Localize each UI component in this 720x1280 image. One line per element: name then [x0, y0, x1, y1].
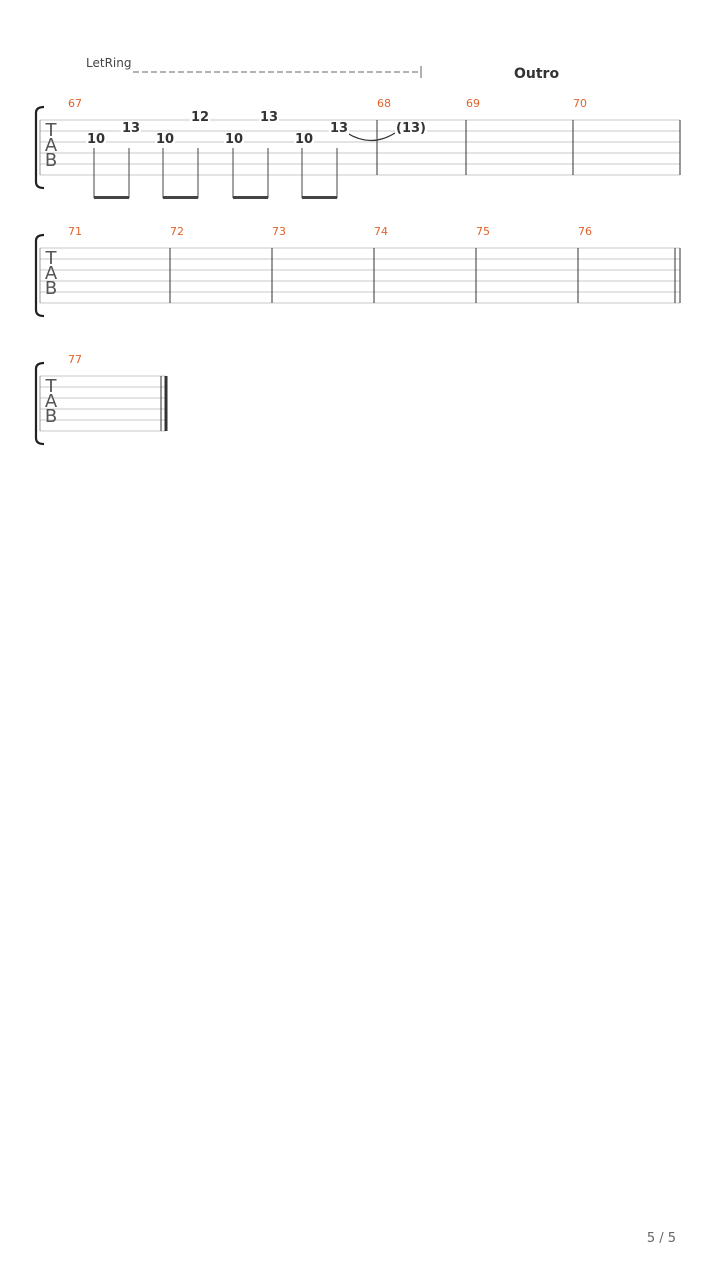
tab-clef	[41, 120, 61, 171]
page-indicator: 5 / 5	[646, 1231, 676, 1246]
measure-number: 76	[578, 225, 592, 238]
tab-clef-a: A	[44, 135, 58, 156]
note-beam	[163, 196, 198, 199]
fret-number: 13	[122, 121, 141, 136]
fret-number: 13	[260, 110, 279, 125]
tab-clef-t: T	[45, 248, 57, 269]
tab-clef-b: B	[44, 406, 58, 427]
tied-fret-number: (13)	[396, 121, 426, 136]
measure-number: 73	[272, 225, 286, 238]
measure-number: 77	[68, 353, 82, 366]
measure-number: 74	[374, 225, 388, 238]
measure-number: 68	[377, 97, 391, 110]
note-beam	[94, 196, 129, 199]
fret-number: 10	[87, 132, 106, 147]
measure-number: 72	[170, 225, 184, 238]
tab-clef-b: B	[44, 278, 58, 299]
tab-clef-a: A	[44, 391, 58, 412]
measure-number: 71	[68, 225, 82, 238]
measure-number: 70	[573, 97, 587, 110]
tab-clef	[41, 248, 61, 299]
note-beam	[233, 196, 268, 199]
fret-number: 12	[191, 110, 210, 125]
tie-arc	[347, 133, 395, 141]
fret-number: 10	[156, 132, 175, 147]
measure-number: 69	[466, 97, 480, 110]
tab-clef-t: T	[45, 120, 57, 141]
tab-clef-t: T	[45, 376, 57, 397]
let-ring-label: LetRing	[86, 56, 132, 70]
fret-number: 13	[330, 121, 349, 136]
tab-clef-b: B	[44, 150, 58, 171]
note-beam	[302, 196, 337, 199]
tab-clef-a: A	[44, 263, 58, 284]
measure-number: 67	[68, 97, 82, 110]
fret-number: 10	[295, 132, 314, 147]
fret-number: 10	[225, 132, 244, 147]
tab-clef	[41, 376, 61, 427]
measure-number: 75	[476, 225, 490, 238]
section-label-outro: Outro	[514, 66, 560, 82]
